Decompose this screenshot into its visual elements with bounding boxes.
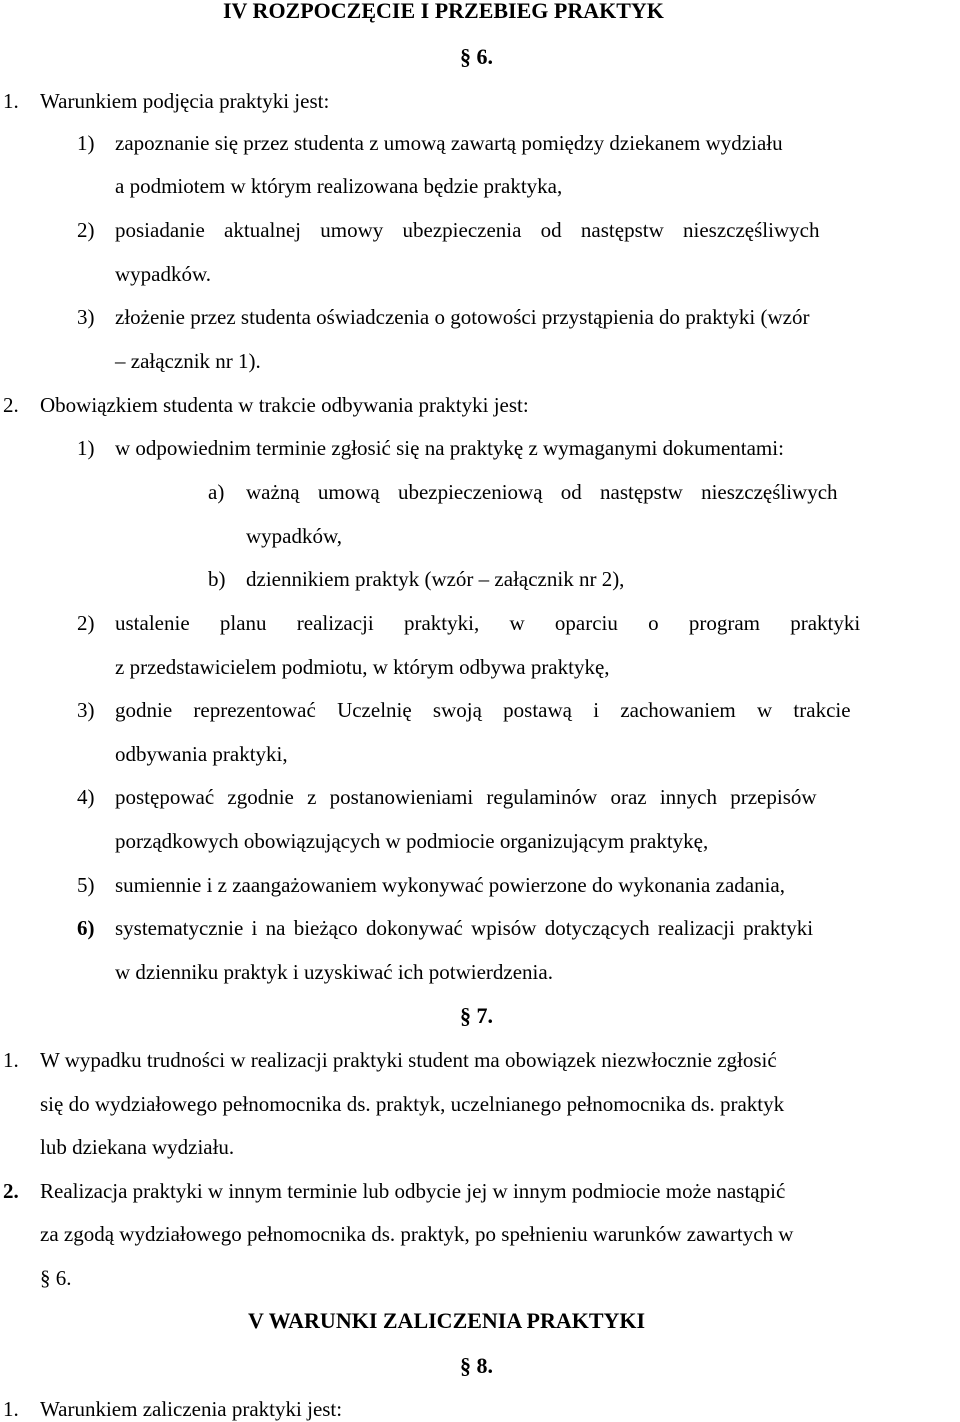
paragraph-7-mark: § 7. <box>460 1003 493 1028</box>
item-number: 2) <box>77 611 95 635</box>
paragraph-6-mark: § 6. <box>460 44 493 69</box>
item-number: 3) <box>77 305 95 329</box>
item-text-line: godnie reprezentować Uczelnię swoją postawą i zachowaniem w trakcie <box>115 698 851 722</box>
point-number: 1. <box>3 1048 19 1072</box>
item-text-line: w dzienniku praktyk i uzyskiwać ich potwierdzenia. <box>115 960 553 984</box>
point-intro: Obowiązkiem studenta w trakcie odbywania praktyki jest: <box>40 393 529 417</box>
item-text-line: zapoznanie się przez studenta z umową zawartą pomiędzy dziekanem wydziału <box>115 131 783 155</box>
item-number: 3) <box>77 698 95 722</box>
item-number: 4) <box>77 785 95 809</box>
item-text-line: – załącznik nr 1). <box>115 349 261 373</box>
subitem-text-line: wypadków, <box>246 524 343 548</box>
point-number: 2. <box>3 1179 19 1203</box>
paragraph-8-mark: § 8. <box>460 1353 493 1378</box>
point-text-line: się do wydziałowego pełnomocnika ds. praktyk, uczelnianego pełnomocnika ds. praktyk <box>40 1092 785 1116</box>
point-text-line: Realizacja praktyki w innym terminie lub odbycie jej w innym podmiocie może nastąpić <box>40 1179 786 1203</box>
item-text-line: w odpowiednim terminie zgłosić się na praktykę z wymaganymi dokumentami: <box>115 436 784 460</box>
subitem-text-line: ważną umową ubezpieczeniową od następstw nieszczęśliwych <box>246 480 838 504</box>
item-text-line: odbywania praktyki, <box>115 742 288 766</box>
item-number: 1) <box>77 436 95 460</box>
item-text-line: ustalenie planu realizacji praktyki, w oparciu o program praktyki <box>115 611 861 635</box>
item-text-line: z przedstawicielem podmiotu, w którym odbywa praktykę, <box>115 655 610 679</box>
point-number: 2. <box>3 393 19 417</box>
item-text-line: wypadków. <box>115 262 212 286</box>
item-text-line: porządkowych obowiązujących w podmiocie organizującym praktykę, <box>115 829 709 853</box>
subitem-letter: b) <box>208 567 226 591</box>
section-heading-v: V WARUNKI ZALICZENIA PRAKTYKI <box>248 1308 646 1333</box>
point-intro: Warunkiem podjęcia praktyki jest: <box>40 89 330 113</box>
item-text-line: posiadanie aktualnej umowy ubezpieczenia od następstw nieszczęśliwych <box>115 218 820 242</box>
point-text-line: lub dziekana wydziału. <box>40 1135 235 1159</box>
item-number: 1) <box>77 131 95 155</box>
point-text-line: za zgodą wydziałowego pełnomocnika ds. praktyk, po spełnieniu warunków zawartych w <box>40 1222 794 1246</box>
item-number: 6) <box>77 916 95 940</box>
item-text-line: sumiennie i z zaangażowaniem wykonywać powierzone do wykonania zadania, <box>115 873 785 897</box>
item-number: 2) <box>77 218 95 242</box>
point-text-line: W wypadku trudności w realizacji praktyki student ma obowiązek niezwłocznie zgłosić <box>40 1048 777 1072</box>
subitem-text-line: dziennikiem praktyk (wzór – załącznik nr 2), <box>246 567 625 591</box>
item-number: 5) <box>77 873 95 897</box>
point-number: 1. <box>3 89 19 113</box>
item-text-line: postępować zgodnie z postanowieniami regulaminów oraz innych przepisów <box>115 785 817 809</box>
item-text-line: złożenie przez studenta oświadczenia o gotowości przystąpienia do praktyki (wzór <box>115 305 810 329</box>
point-text-line: § 6. <box>40 1266 72 1290</box>
item-text-line: systematycznie i na bieżąco dokonywać wpisów dotyczących realizacji praktyki <box>115 916 814 940</box>
point-number: 1. <box>3 1397 19 1421</box>
section-heading-iv: IV ROZPOCZĘCIE I PRZEBIEG PRAKTYK <box>223 0 664 23</box>
point-intro: Warunkiem zaliczenia praktyki jest: <box>40 1397 343 1421</box>
item-text-line: a podmiotem w którym realizowana będzie praktyka, <box>115 174 563 198</box>
subitem-letter: a) <box>208 480 225 504</box>
